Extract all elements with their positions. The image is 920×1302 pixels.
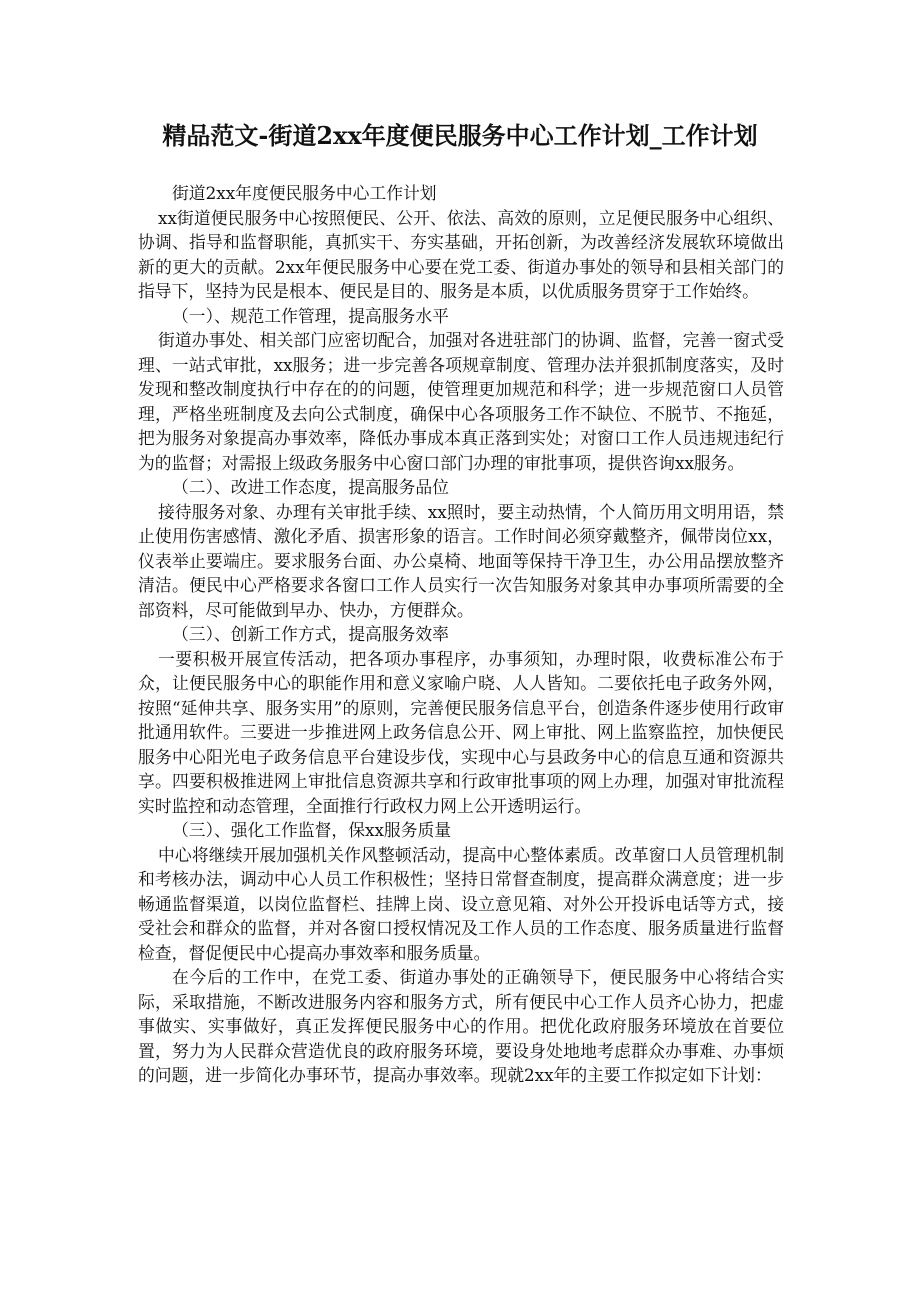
paragraph-conclusion: 在今后的工作中，在党工委、街道办事处的正确领导下，便民服务中心将结合实际，采取措施，不断改进服务内容和服务方式，所有便民中心工作人员齐心协力，把虚事做实、实事做好，真正发挥便民服务中心的作用。把优化政府服务环境放在首要位置，努力为人民群众营造优良的政府服务环境，要设身处地地考虑群众办事难、办事烦的问题，进一步简化办事环节，提高办事效率。现就2xx年的主要工作拟定如下计划：	[138, 967, 784, 1085]
section-heading-2: （二）、改进工作态度，提高服务品位	[172, 477, 449, 497]
paragraph-section-4: 中心将继续开展加强机关作风整顿活动，提高中心整体素质。改革窗口人员管理机制和考核办法，调动中心人员工作积极性；坚持日常督查制度，提高群众满意度；进一步畅通监督渠道，以岗位监督栏、挂牌上岗、设立意见箱、对外公开投诉电话等方式，接受社会和群众的监督，并对各窗口授权情况及工作人员的工作态度、服务质量进行监督检查，督促便民中心提高办事效率和服务质量。	[138, 844, 784, 963]
paragraph-section-3: 一要积极开展宣传活动，把各项办事程序，办事须知，办理时限，收费标准公布于众，让便民服务中心的职能作用和意义家喻户晓、人人皆知。二要依托电子政务外网，按照“延伸共享、服务实用”的原则，完善便民服务信息平台，创造条件逐步使用行政审批通用软件。三要进一步推进网上政务信息公开、网上审批、网上监察监控，加快便民服务中心阳光电子政务信息平台建设步伐，实现中心与县政务中心的信息互通和资源共享。四要积极推进网上审批信息资源共享和行政审批事项的网上办理，加强对审批流程实时监控和动态管理，全面推行行政权力网上公开透明运行。	[138, 648, 784, 816]
paragraph-intro: xx街道便民服务中心按照便民、公开、依法、高效的原则，立足便民服务中心组织、协调、指导和监督职能，真抓实干、夯实基础，开拓创新，为改善经济发展软环境做出新的更大的贡献。2xx年便民服务中心要在党工委、街道办事处的领导和县相关部门的指导下，坚持为民是根本、便民是目的、服务是本质，以优质服务贯穿于工作始终。	[138, 207, 784, 301]
section-heading-4: （三）、强化工作监督，保xx服务质量	[172, 820, 452, 840]
section-heading-1: （一）、规范工作管理，提高服务水平	[172, 305, 449, 326]
section-heading-3: （三）、创新工作方式，提高服务效率	[172, 624, 449, 644]
document-body	[138, 181, 784, 1088]
paragraph-section-2: 接待服务对象、办理有关审批手续、xx照时，要主动热情，个人简历用文明用语，禁止使用伤害感情、激化矛盾、损害形象的语言。工作时间必须穿戴整齐，佩带岗位xx，仪表举止要端庄。要求服务台面、办公桌椅、地面等保持干净卫生，办公用品摆放整齐清洁。便民中心严格要求各窗口工作人员实行一次告知服务对象其申办事项所需要的全部资料，尽可能做到早办、快办，方便群众。	[138, 501, 784, 620]
paragraph-section-1: 街道办事处、相关部门应密切配合，加强对各进驻部门的协调、监督，完善一窗式受理、一站式审批，xx服务；进一步完善各项规章制度、管理办法并狠抓制度落实，及时发现和整改制度执行中存在的的问题，使管理更加规范和科学；进一步规范窗口人员管理，严格坐班制度及去向公式制度，确保中心各项服务工作不缺位、不脱节、不拖延，把为服务对象提高办事效率，降低办事成本真正落到实处；对窗口工作人员违规违纪行为的监督；对需报上级政务服务中心窗口部门办理的审批事项，提供咨询xx服务。	[138, 330, 784, 473]
document-title: 精品范文-街道2xx年度便民服务中心工作计划_工作计划	[162, 121, 758, 150]
doc-subtitle: 街道2xx年度便民服务中心工作计划	[172, 183, 437, 203]
